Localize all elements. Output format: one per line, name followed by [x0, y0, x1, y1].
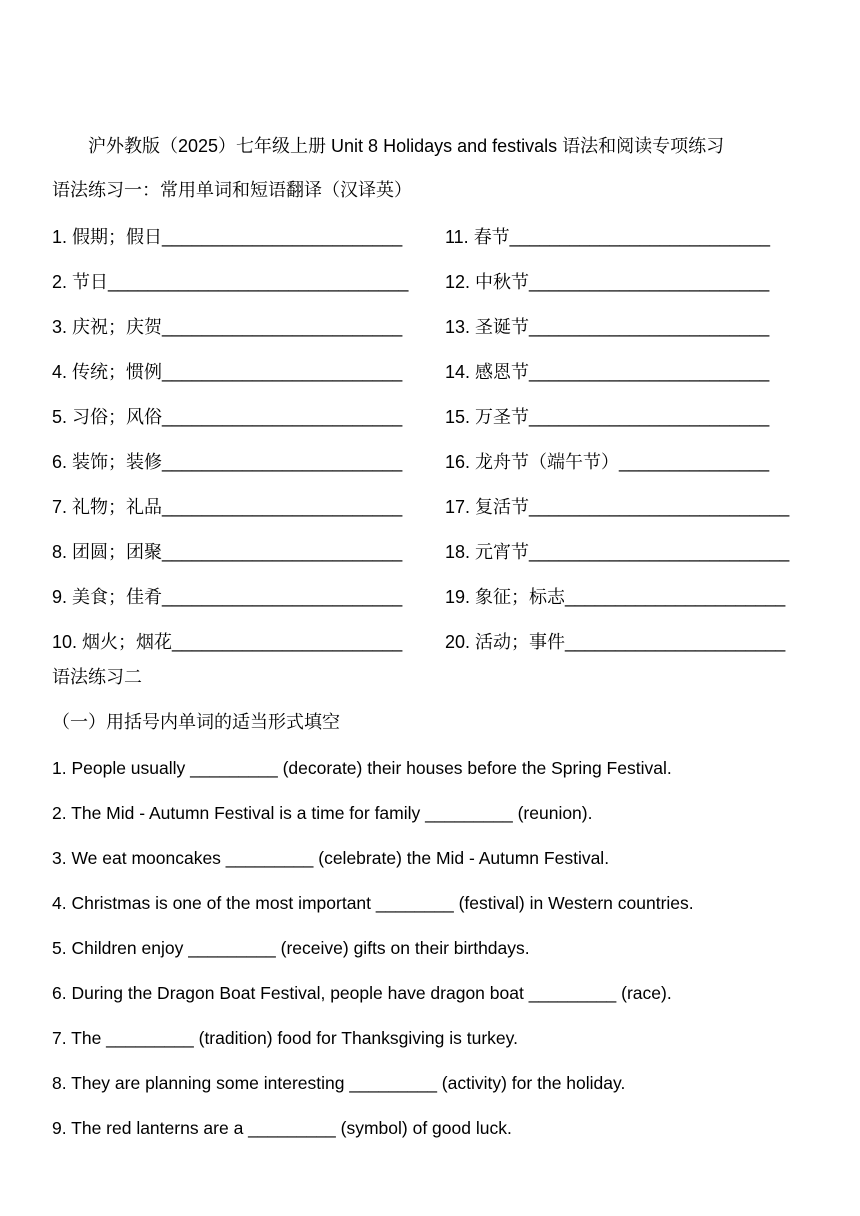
vocab-item: 5. 习俗；风俗________________________: [52, 407, 403, 427]
vocab-item: 15. 万圣节________________________: [445, 407, 770, 427]
exercise-item: 8. They are planning some interesting _________ (activity) for the holiday.: [52, 1073, 626, 1093]
exercise-item: 1. People usually _________ (decorate) their houses before the Spring Festival.: [52, 758, 672, 778]
vocab-item: 8. 团圆；团聚________________________: [52, 542, 403, 562]
vocab-item: 19. 象征；标志______________________: [445, 587, 786, 607]
vocab-item: 6. 装饰；装修________________________: [52, 452, 403, 472]
vocab-item: 14. 感恩节________________________: [445, 362, 770, 382]
vocab-item: 18. 元宵节__________________________: [445, 542, 790, 562]
vocab-item: 9. 美食；佳肴________________________: [52, 587, 403, 607]
exercise-item: 4. Christmas is one of the most important ________ (festival) in Western countries.: [52, 893, 694, 913]
vocab-item: 11. 春节__________________________: [445, 227, 770, 247]
vocab-item: 12. 中秋节________________________: [445, 272, 770, 292]
exercise-item: 7. The _________ (tradition) food for Thanksgiving is turkey.: [52, 1028, 518, 1048]
vocab-item: 10. 烟火；烟花_______________________: [52, 632, 403, 652]
section1-heading: 语法练习一：常用单词和短语翻译（汉译英）: [52, 180, 412, 200]
vocab-item: 17. 复活节__________________________: [445, 497, 790, 517]
vocab-item: 4. 传统；惯例________________________: [52, 362, 403, 382]
vocab-item: 7. 礼物；礼品________________________: [52, 497, 403, 517]
vocab-item: 2. 节日______________________________: [52, 272, 409, 292]
vocab-item: 3. 庆祝；庆贺________________________: [52, 317, 403, 337]
page-title: 沪外教版（2025）七年级上册 Unit 8 Holidays and festivals 语法和阅读专项练习: [88, 136, 725, 156]
exercise-item: 2. The Mid - Autumn Festival is a time for family _________ (reunion).: [52, 803, 593, 823]
section2-subheading: （一）用括号内单词的适当形式填空: [52, 712, 340, 732]
exercise-item: 9. The red lanterns are a _________ (symbol) of good luck.: [52, 1118, 512, 1138]
exercise-item: 6. During the Dragon Boat Festival, people have dragon boat _________ (race).: [52, 983, 672, 1003]
vocab-item: 1. 假期；假日________________________: [52, 227, 403, 247]
vocab-item: 13. 圣诞节________________________: [445, 317, 770, 337]
exercise-item: 5. Children enjoy _________ (receive) gifts on their birthdays.: [52, 938, 530, 958]
vocab-item: 20. 活动；事件______________________: [445, 632, 786, 652]
section2-heading: 语法练习二: [52, 667, 142, 687]
exercise-item: 3. We eat mooncakes _________ (celebrate) the Mid - Autumn Festival.: [52, 848, 610, 868]
vocab-item: 16. 龙舟节（端午节）_______________: [445, 452, 770, 472]
